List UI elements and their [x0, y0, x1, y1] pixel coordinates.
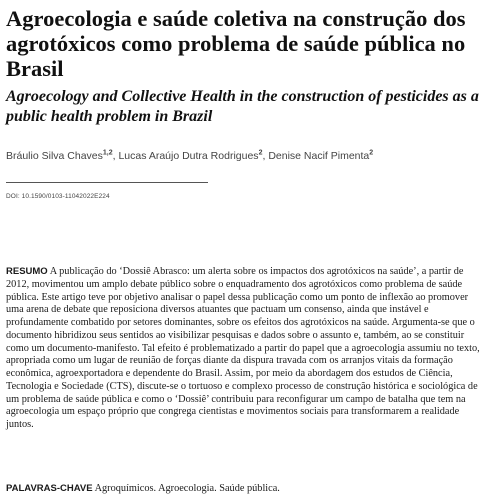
- author-affiliation: 2: [369, 149, 374, 156]
- separator-rule: [6, 182, 208, 183]
- author: [268, 150, 373, 162]
- keywords-label: PALAVRAS-CHAVE: [6, 483, 93, 494]
- author-name: Denise Nacif Pimenta: [268, 149, 370, 162]
- keywords: [6, 482, 486, 495]
- keywords-text: Agroquímicos. Agroecologia. Saúde pública.: [94, 483, 280, 494]
- author-separator: ,: [262, 149, 269, 162]
- author-list: [6, 149, 486, 162]
- author: [6, 150, 118, 162]
- author-affiliation: 2: [258, 149, 263, 156]
- abstract: [6, 266, 486, 432]
- article-header: [6, 6, 486, 200]
- article-title-portuguese: Agroecologia e saúde coletiva na construção dos agrotóxicos como problema de saúde pública no Brasil: [6, 6, 466, 81]
- author-name: Bráulio Silva Chaves: [6, 149, 103, 162]
- abstract-text: A publicação do ‘Dossiê Abrasco: um alerta sobre os impactos dos agrotóxicos na saúde’, a partir de 2012, movimentou um amplo debate público sobre o enquadramento dos agrotóxicos como problema de saúde pública. Este artigo teve por objetivo analisar o papel dessa publicação como um ponto de inflexão ao promover uma arena de debate que reposiciona diversos atuantes que pactuam um consenso, ainda que instável e profundamente combatido por setores dominantes, sobre os efeitos dos agrotóxicos na saúde. Argumenta-se que o documento hibridizou seus sentidos ao visibilizar pesquisas e dados sobre o assunto e, também, ao se constituir como um documento-manifesto. Tal efeito é problematizado a partir do papel que a agroecologia assumiu no texto, apropriada como um lugar de reunião de forças diante da dispura travada com os arranjos vitais da formação econômica, agroexportadora e dependente do Brasil. Assim, por meio da abordagem dos estudos de Ciência, Tecnologia e Sociedade (CTS), discute-se o tortuoso e complexo processo de construção histórica e sociológica de um problema de saúde pública e como o ‘Dossiê’ contribuiu para reconfigurar um campo de batalha que tem na agroecologia um espaço próprio que congrega cientistas e movimentos sociais para transformarem a realidade juntos.: [6, 266, 480, 430]
- doi-link[interactable]: DOI: 10.1590/0103-11042022E224: [6, 192, 110, 200]
- article-title-english: Agroecology and Collective Health in the construction of pesticides as a public health problem in Brazil: [6, 88, 479, 125]
- abstract-label: RESUMO: [6, 266, 48, 277]
- author-separator: ,: [112, 149, 119, 162]
- author-name: Lucas Araújo Dutra Rodrigues: [118, 149, 259, 162]
- author-affiliation: 1,2: [102, 149, 113, 156]
- author: [118, 150, 268, 162]
